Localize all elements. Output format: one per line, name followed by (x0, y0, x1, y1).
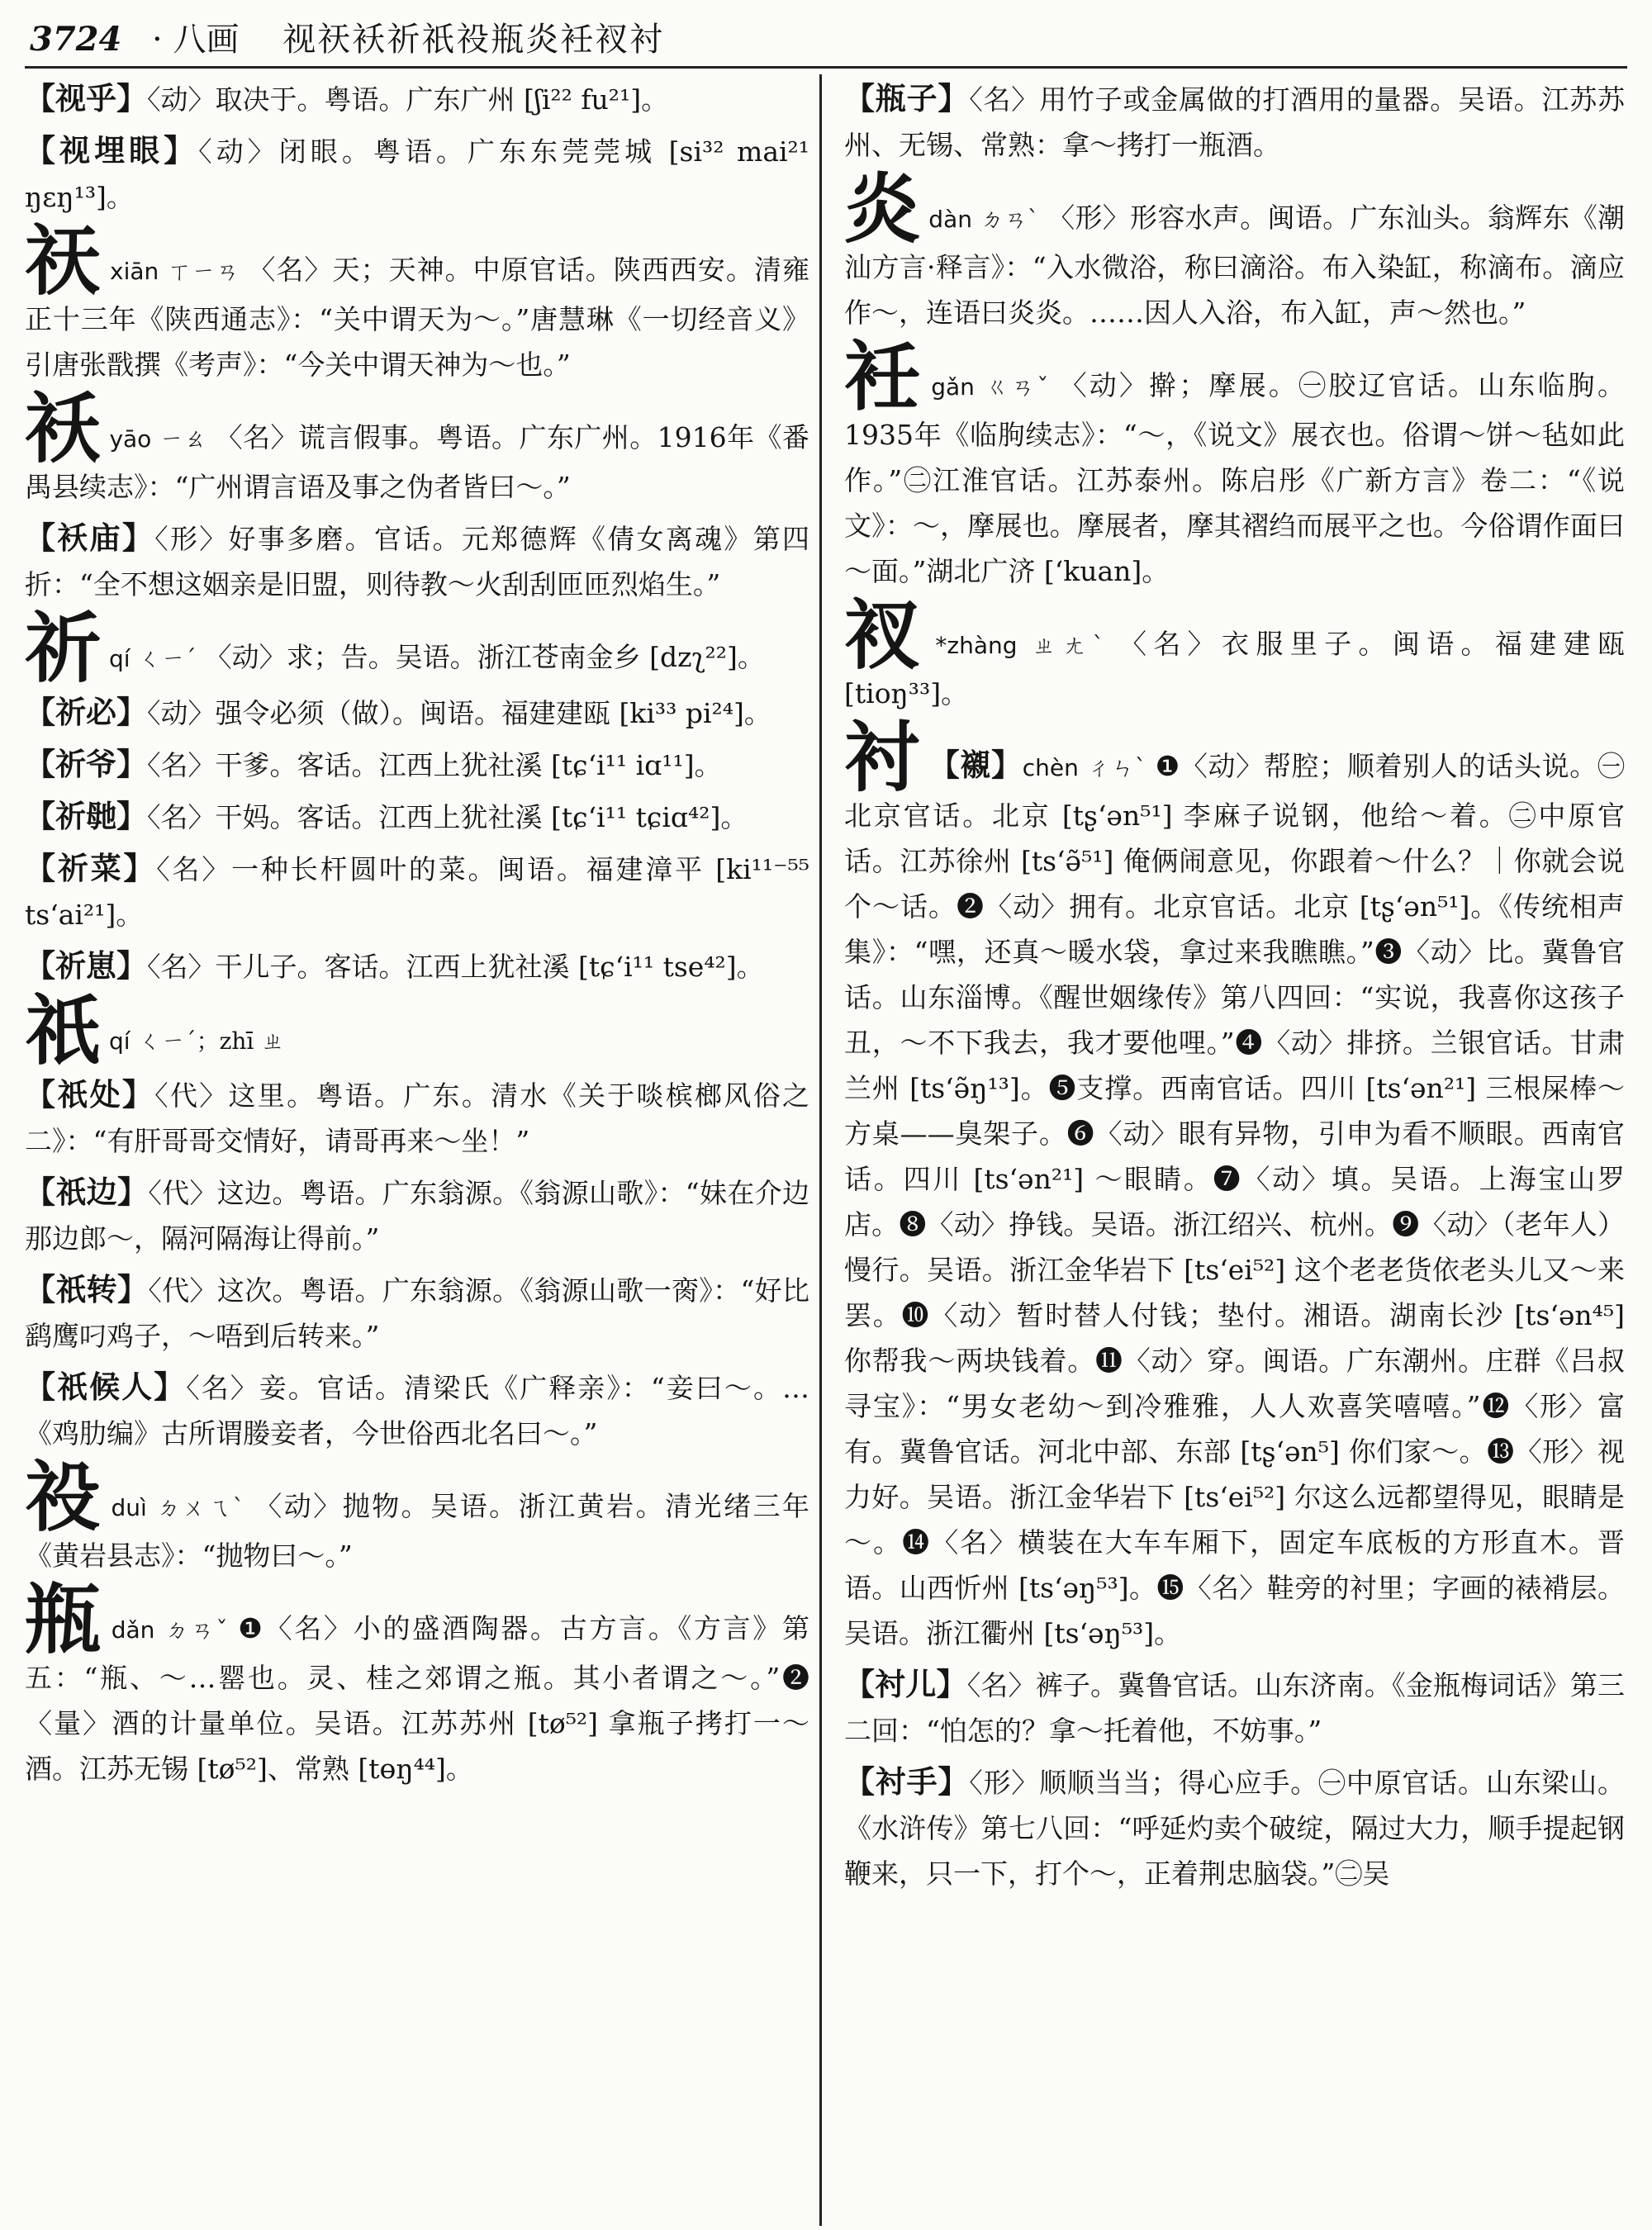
entry-term: 【祈必】 (25, 694, 147, 730)
entry-term: 【衬手】 (844, 1763, 970, 1800)
zhuyin: ㄉㄢˋ (980, 206, 1040, 233)
dictionary-entry (25, 986, 809, 1075)
pinyin: gǎn (931, 373, 975, 401)
pinyin: dǎn (111, 1616, 155, 1644)
definition-text: 〈动〉闭眼。粤语。广东东莞莞城 [si³² mai²¹ ŋɛŋ¹³]。 (25, 135, 809, 213)
pinyin: chèn (1022, 754, 1079, 781)
dictionary-entry (25, 1575, 809, 1791)
definition-text: 〈动〉强令必须（做）。闽语。福建建瓯 [ki³³ pi²⁴]。 (147, 697, 771, 729)
dictionary-entry (844, 1662, 1625, 1753)
dictionary-entry (25, 1453, 809, 1578)
pinyin: dàn (928, 206, 972, 233)
headword-character: 瓶 (25, 1575, 103, 1664)
variant-form: 【襯】 (928, 747, 1023, 783)
pinyin: duì (111, 1494, 147, 1521)
definition-text: 〈形〉形容水声。闽语。广东汕头。翁辉东《潮汕方言·释言》：“入水微浴，称曰滴浴。布入染缸，称滴布。滴应作～，连语曰炎炎。……因人入浴，布入缸，声～然也。” (844, 202, 1625, 329)
entry-term: 【祇候人】 (25, 1369, 187, 1405)
zhuyin: ㄉㄢˇ (163, 1616, 230, 1644)
headword-character: 祆 (25, 216, 102, 306)
dictionary-entry (844, 713, 1625, 1656)
entry-term: 【瓶子】 (844, 80, 970, 116)
definition-text: ❶〈动〉帮腔；顺着别人的话头说。㊀北京官话。北京 [tʂʻən⁵¹] 李麻子说钢，他给～着。㊁中原官话。江苏徐州 [tsʻə̃⁵¹] 俺俩闹意见，你跟着～什么？｜你就会说个～话。❷〈动〉拥有。北京官话。北京 [tʂʻən⁵¹]。《传统相声集》：“嘿，还真～暖水袋，拿过来我瞧瞧。”❸〈动〉比。冀鲁官话。山东淄博。《醒世姻缘传》第八四回：“实说，我喜你这孩子丑，～不下我去，我才要他哩。”❹〈动〉排挤。兰银官话。甘肃兰州 [tsʻə̃ŋ¹³]。❺支撑。西南官话。四川 [tsʻən²¹] 三根屎棒～方桌——臭架子。❻〈动〉眼有异物，引申为看不顺眼。西南官话。四川 [tsʻən²¹] ～眼睛。❼〈动〉填。吴语。上海宝山罗店。❽〈动〉挣钱。吴语。浙江绍兴、杭州。❾〈动〉（老年人）慢行。吴语。浙江金华岩下 [tsʻei⁵²] 这个老老货依老头儿又～来罢。❿〈动〉暂时替人付钱；垫付。湘语。湖南长沙 [tsʻən⁴⁵] 你帮我～两块钱着。⓫〈动〉穿。闽语。广东潮州。庄群《吕叔寻宝》：“男女老幼～到冷雅雅，人人欢喜笑嘻嘻。”⓬〈形〉富有。冀鲁官话。河北中部、东部 [tʂʻən⁵] 你们家～。⓭〈形〉视力好。吴语。浙江金华岩下 [tsʻei⁵²] 尔这么远都望得见，眼睛是～。⓮〈名〉横装在大车车厢下，固定车底板的方形直木。晋语。山西忻州 [tsʻəŋ⁵³]。⓯〈名〉鞋旁的衬里；字画的裱褙层。吴语。浙江衢州 [tsʻəŋ⁵³]。 (844, 750, 1625, 1649)
zhuyin: ㄉㄨㄟˋ (154, 1494, 247, 1521)
header-rule (25, 66, 1627, 69)
definition-text: 〈形〉好事多磨。官话。元郑德辉《倩女离魂》第四折：“全不想这姻亲是旧盟，则待教～火刮刮匝匝烈焰生。” (25, 523, 809, 600)
entry-term: 【祇边】 (25, 1174, 149, 1210)
headword-character: 衩 (844, 591, 928, 680)
definition-text: 〈名〉用竹子或金属做的打酒用的量器。吴语。江苏苏州、无锡、常熟：拿～拷打一瓶酒。 (844, 83, 1625, 161)
definition-text: 〈名〉谎言假事。粤语。广东广州。1916年《番禺县续志》：“广州谓言语及事之伪者皆曰～。” (25, 421, 809, 503)
definition-text: 〈动〉擀；摩展。㊀胶辽官话。山东临朐。1935年《临朐续志》：“～，《说文》展衣也。俗谓～饼～毡如此作。”㊁江淮官话。江苏泰州。陈启彤《广新方言》卷二：“《说文》：～，摩展也。摩展者，摩其褶绉而展平之也。今俗谓作面曰～面。”湖北广济 [ʻkuan]。 (844, 369, 1625, 587)
dictionary-entry (25, 76, 809, 122)
definition-text: 〈名〉裤子。冀鲁官话。山东济南。《金瓶梅词话》第三二回：“怕怎的？拿～托着他，不妨事。” (844, 1669, 1625, 1747)
header-characters: 视祆袄祈祇祋瓶炎衽衩衬 (282, 21, 665, 59)
dictionary-entry (25, 1267, 809, 1359)
section-label: 八画 (173, 21, 240, 59)
entry-term: 【祈爷】 (25, 746, 147, 782)
zhuyin: ㄧㄠ (159, 425, 207, 453)
headword-character: 祇 (25, 986, 102, 1075)
headword-character: 袄 (25, 384, 102, 473)
definition-text: 〈名〉衣服里子。闽语。福建建瓯 [tioŋ³³]。 (844, 628, 1625, 709)
headword-character: 衽 (844, 332, 923, 421)
dictionary-entry (844, 164, 1625, 335)
zhuyin: ㄑㄧˊ (138, 645, 197, 672)
definition-text: 〈名〉一种长杆圆叶的菜。闽语。福建漳平 [ki¹¹⁻⁵⁵ tsʻai²¹]。 (25, 853, 809, 931)
dictionary-entry (25, 384, 809, 510)
pinyin: yāo (109, 425, 152, 453)
dictionary-entry (25, 604, 809, 693)
definition-text: 〈动〉求；告。吴语。浙江苍南金乡 [dzʅ²²]。 (204, 641, 765, 673)
entry-term: 【袄庙】 (25, 520, 155, 556)
zhuyin: ㄑㄧˊ；zhī ㄓ (138, 1027, 285, 1055)
entry-term: 【视乎】 (25, 80, 147, 116)
entry-term: 【祈崽】 (25, 947, 147, 984)
headword-character: 祋 (25, 1453, 103, 1542)
dictionary-entry (844, 1759, 1625, 1896)
entry-term: 【祇处】 (25, 1076, 155, 1113)
entry-term: 【祇转】 (25, 1271, 149, 1307)
definition-text: 〈名〉干妈。客话。江西上犹社溪 [tɕʻi¹¹ tɕiɑ⁴²]。 (147, 801, 748, 833)
definition-text: 〈名〉干儿子。客话。江西上犹社溪 [tɕʻi¹¹ tse⁴²]。 (147, 951, 764, 983)
page-header (30, 15, 1624, 64)
pinyin: qí (109, 645, 131, 672)
left-column (25, 76, 809, 2223)
entry-term: 【祈菜】 (25, 850, 157, 886)
dictionary-entry (844, 76, 1625, 168)
dictionary-entry (25, 846, 809, 937)
dictionary-entry (25, 216, 809, 387)
dictionary-entry (25, 128, 809, 220)
definition-text: 〈代〉这里。粤语。广东。清水《关于啖槟榔风俗之二》：“有肝哥哥交情好，请哥再来～坐！” (25, 1079, 809, 1157)
pinyin: qí (109, 1027, 131, 1055)
zhuyin: ㄔㄣˋ (1086, 754, 1147, 781)
headword-character: 炎 (844, 164, 921, 254)
dictionary-entry (25, 1364, 809, 1456)
definition-text: 〈代〉这次。粤语。广东翁源。《翁源山歌一脔》：“好比鹞鹰叼鸡子，～唔到后转来。” (25, 1274, 809, 1352)
dictionary-entry (25, 943, 809, 989)
pinyin: xiān (110, 258, 159, 285)
dictionary-entry (25, 1072, 809, 1164)
dictionary-entry (25, 690, 809, 736)
dictionary-entry (25, 515, 809, 607)
dictionary-entry (25, 1170, 809, 1261)
definition-text: 〈形〉顺顺当当；得心应手。㊀中原官话。山东梁山。《水浒传》第七八回：“呼延灼卖个破绽，隔过大力，顺手提起钢鞭来，只一下，打个～，正着荆忠脑袋。”㊁吴 (844, 1767, 1625, 1890)
entry-term: 【衬儿】 (844, 1666, 967, 1702)
definition-text: 〈动〉抛物。吴语。浙江黄岩。清光绪三年《黄岩县志》：“抛物曰～。” (25, 1490, 809, 1572)
dictionary-entry (25, 794, 809, 840)
entry-term: 【视埋眼】 (25, 132, 199, 168)
dictionary-entry (844, 591, 1625, 716)
zhuyin: ㄓㄤˋ (1025, 632, 1111, 659)
dictionary-entry (844, 332, 1625, 594)
definition-text: 〈代〉这边。粤语。广东翁源。《翁源山歌》：“妹在介边那边郎～，隔河隔海让得前。” (25, 1177, 809, 1255)
headword-character: 祈 (25, 604, 102, 693)
pinyin: *zhàng (935, 632, 1018, 659)
dictionary-entry (25, 742, 809, 788)
header-separator: · (152, 21, 163, 59)
definition-text: 〈名〉天；天神。中原官话。陕西西安。清雍正十三年《陕西通志》：“关中谓天为～。”唐慧琳《一切经音义》引唐张戬撰《考声》：“今关中谓天神为～也。” (25, 254, 809, 381)
column-divider (819, 74, 822, 2226)
definition-text: 〈动〉取决于。粤语。广东广州 [ʃi²² fu²¹]。 (147, 83, 669, 116)
entry-term: 【祈毑】 (25, 798, 147, 834)
zhuyin: ㄍㄢˇ (982, 373, 1051, 401)
zhuyin: ㄒㄧㄢ (167, 258, 240, 285)
definition-text: 〈名〉干爹。客话。江西上犹社溪 [tɕʻi¹¹ iɑ¹¹]。 (147, 749, 722, 781)
page-number: 3724 (30, 20, 122, 59)
headword-character: 衬 (844, 713, 921, 802)
definition-text: ❶〈名〉小的盛酒陶器。古方言。《方言》第五：“瓶、～…罂也。灵、桂之郊谓之瓶。其小者谓之～。”❷〈量〉酒的计量单位。吴语。江苏苏州 [tø⁵²] 拿瓶子拷打一～酒。江苏无锡 [tø⁵²]、常熟 [tɵŋ⁴⁴]。 (25, 1612, 809, 1785)
right-column (844, 76, 1625, 2223)
definition-text: 〈名〉妾。官话。清梁氏《广释亲》：“妾曰～。…《鸡肋编》古所谓媵妾者，今世俗西北名曰～。” (25, 1372, 809, 1450)
